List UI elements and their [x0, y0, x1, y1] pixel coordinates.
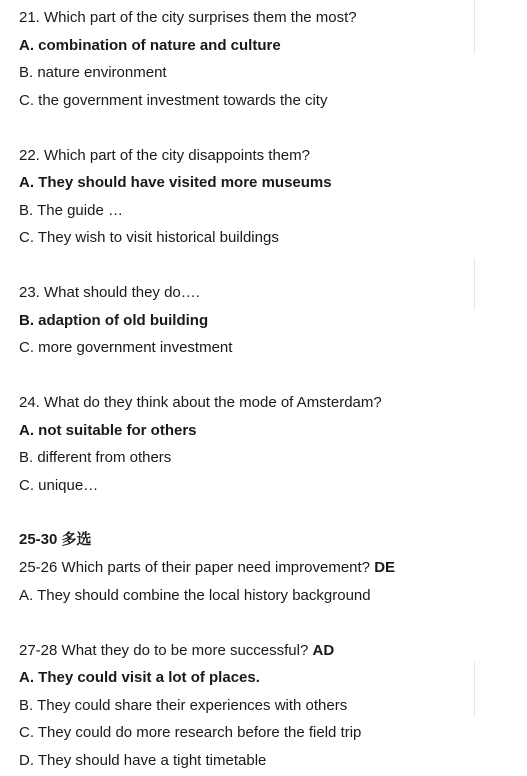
- option: A. They should combine the local history background: [19, 587, 371, 604]
- answer-option: A. not suitable for others: [19, 422, 197, 439]
- question-text: 27-28 What they do to be more successful?: [19, 642, 309, 659]
- question-25-26: [19, 559, 395, 577]
- answer-key: AD: [312, 642, 335, 659]
- answer-option: A. They could visit a lot of places.: [19, 669, 260, 686]
- answer-option: A. They should have visited more museums: [19, 174, 332, 191]
- question-24: 24. What do they think about the mode of Amsterdam?: [19, 394, 382, 411]
- option: B. nature environment: [19, 64, 167, 81]
- divider-line: [474, 0, 475, 54]
- option: B. different from others: [19, 449, 172, 466]
- question-21: 21. Which part of the city surprises them the most?: [19, 9, 357, 26]
- option: C. They wish to visit historical buildings: [19, 229, 279, 246]
- divider-line: [474, 662, 475, 716]
- option: C. They could do more research before the field trip: [19, 724, 362, 741]
- answer-option: B. adaption of old building: [19, 312, 209, 329]
- option: C. the government investment towards the city: [19, 92, 328, 109]
- section-heading: 25-30 多选: [19, 531, 92, 548]
- option: C. more government investment: [19, 339, 233, 356]
- divider-line: [474, 258, 475, 310]
- question-text: 25-26 Which parts of their paper need improvement?: [19, 559, 371, 576]
- answer-key: DE: [374, 559, 396, 576]
- option: C. unique…: [19, 477, 99, 494]
- question-22: 22. Which part of the city disappoints them?: [19, 147, 310, 164]
- option: D. They should have a tight timetable: [19, 752, 267, 769]
- answer-option: A. combination of nature and culture: [19, 37, 281, 54]
- option: B. They could share their experiences with others: [19, 697, 348, 714]
- question-23: 23. What should they do….: [19, 284, 200, 301]
- option: B. The guide …: [19, 202, 123, 219]
- question-27-28: [19, 642, 334, 660]
